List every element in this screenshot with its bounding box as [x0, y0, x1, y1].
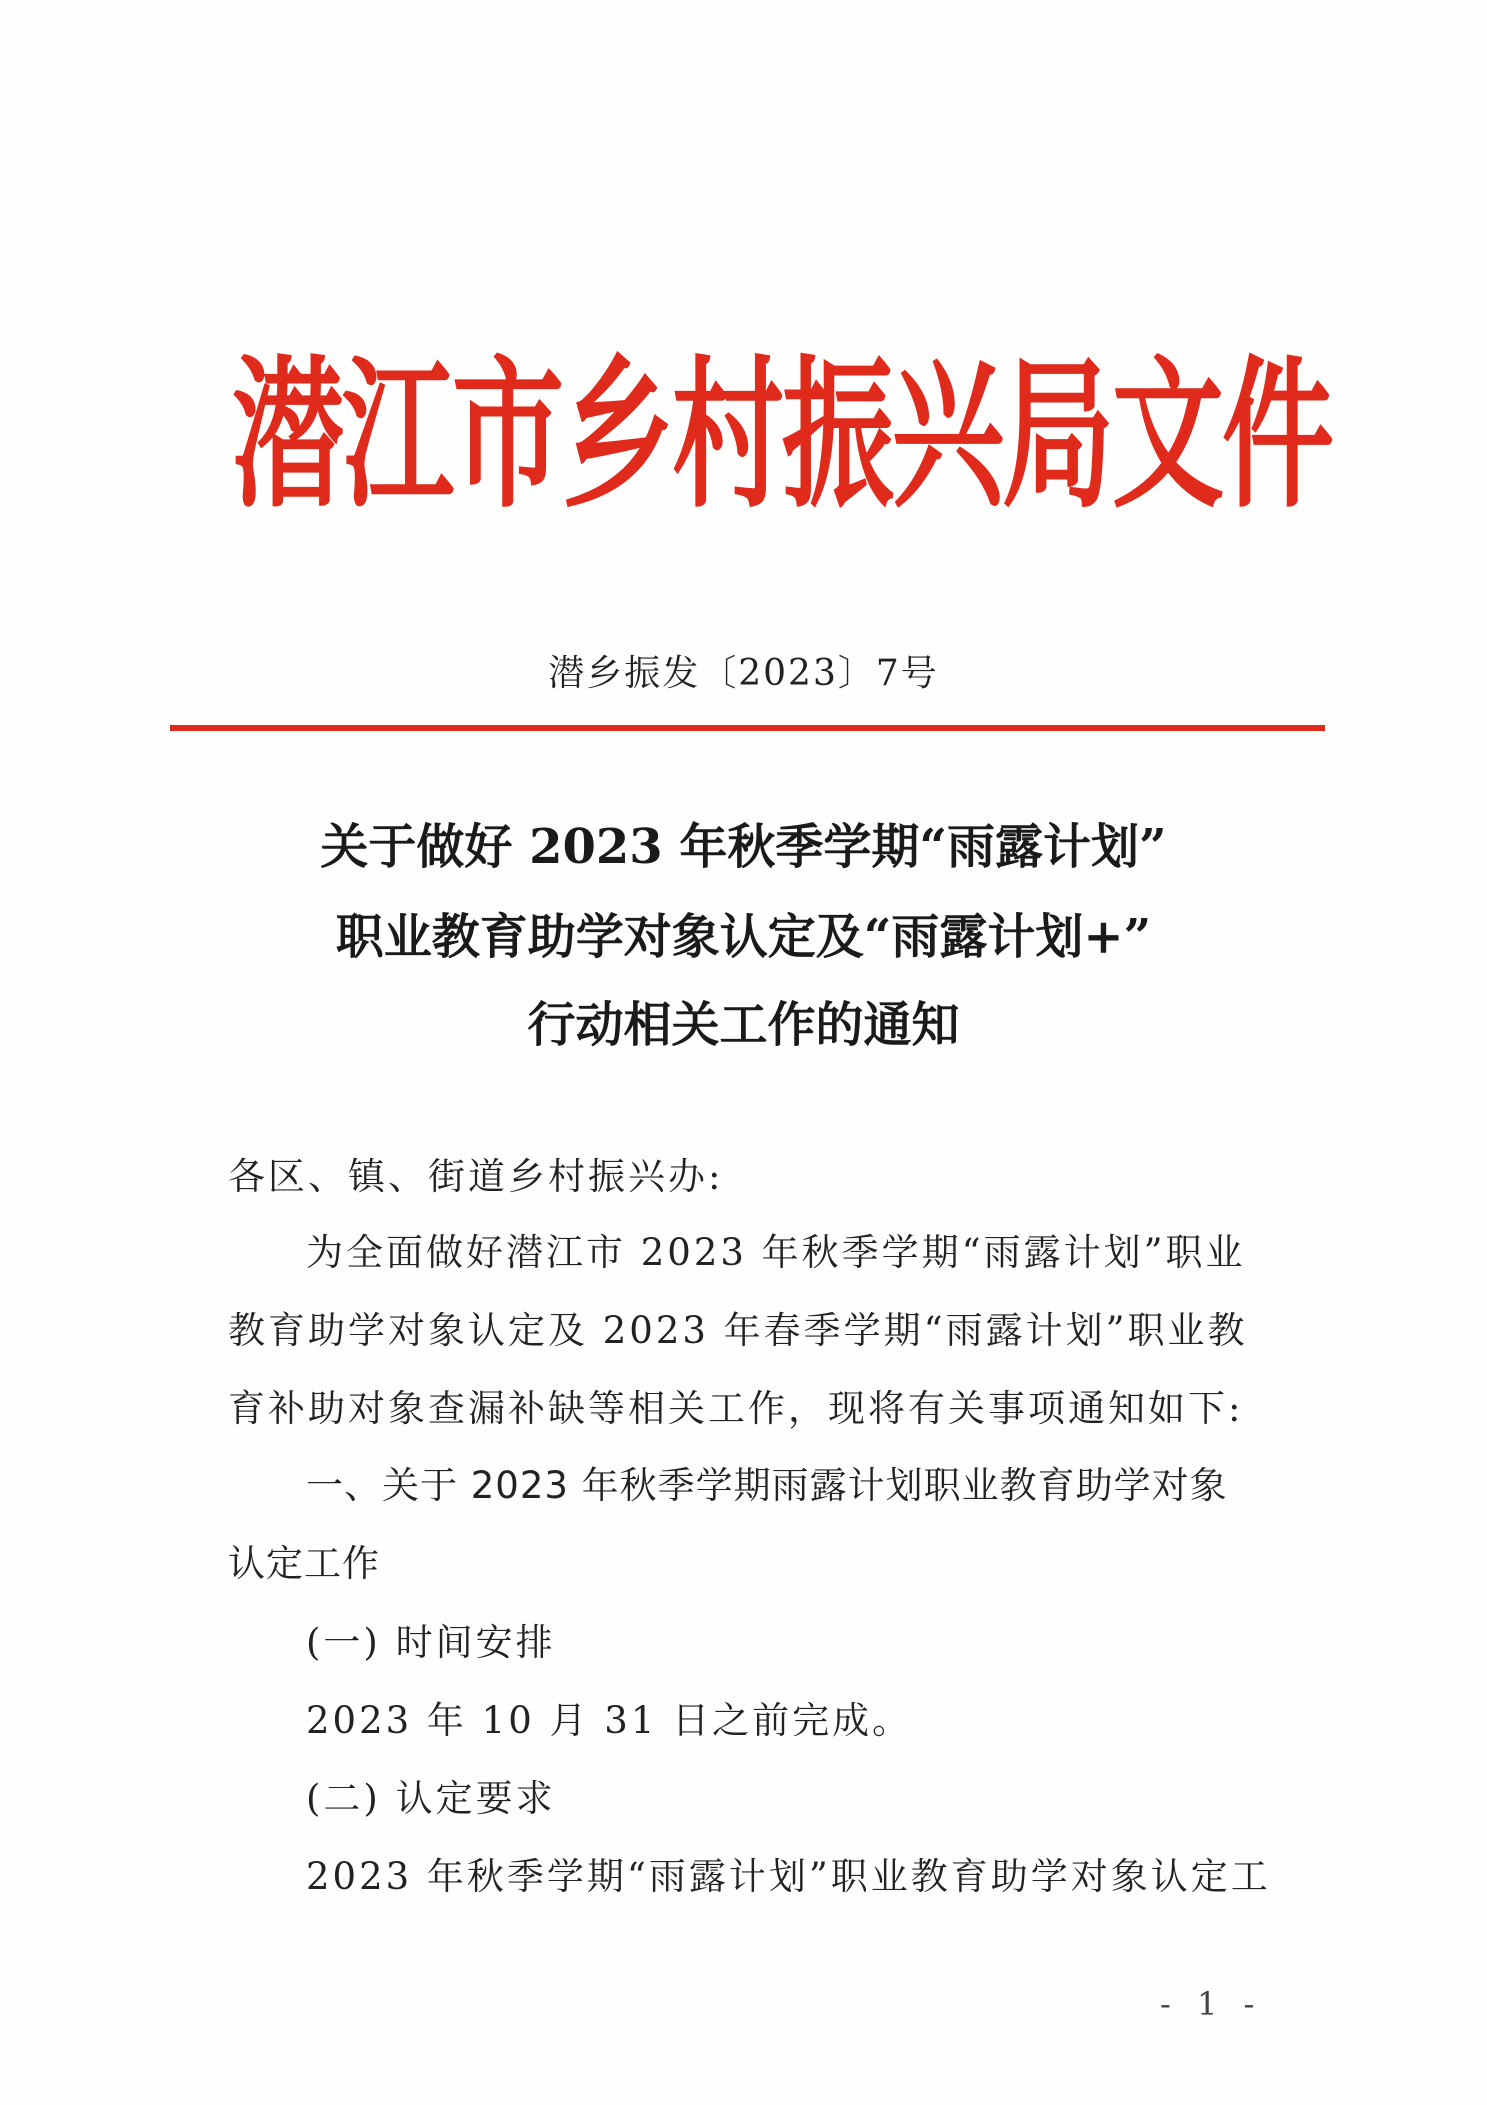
subsection-2-text: 2023 年秋季学期“雨露计划”职业教育助学对象认定工 [306, 1855, 1271, 1898]
subsection-1-text: 2023 年 10 月 31 日之前完成。 [306, 1699, 913, 1742]
red-divider [170, 725, 1325, 731]
section-1-heading-line-2: 认定工作 [228, 1542, 380, 1585]
paragraph-1-line-2: 教育助学对象认定及 2023 年春季学期“雨露计划”职业教 [228, 1309, 1248, 1352]
section-1-heading-line-1: 一、关于 2023 年秋季学期雨露计划职业教育助学对象 [306, 1464, 1228, 1507]
subsection-1-heading: (一) 时间安排 [306, 1621, 556, 1664]
issuer-title: 潜江市乡村振兴局文件 [232, 342, 1332, 531]
notice-title-line-3: 行动相关工作的通知 [527, 997, 960, 1053]
paragraph-1-line-1: 为全面做好潜江市 2023 年秋季学期“雨露计划”职业 [306, 1231, 1246, 1274]
notice-title-line-1: 关于做好 2023 年秋季学期“雨露计划” [320, 819, 1167, 875]
page-number: - 1 - [1160, 1985, 1263, 2023]
subsection-2-heading: (二) 认定要求 [306, 1777, 556, 1820]
notice-title-line-2: 职业教育助学对象认定及“雨露计划+” [335, 909, 1152, 965]
salutation: 各区、镇、街道乡村振兴办: [228, 1155, 724, 1198]
paragraph-1-line-3: 育补助对象查漏补缺等相关工作，现将有关事项通知如下: [228, 1387, 1244, 1430]
document-number: 潜乡振发〔2023〕7号 [548, 653, 939, 694]
